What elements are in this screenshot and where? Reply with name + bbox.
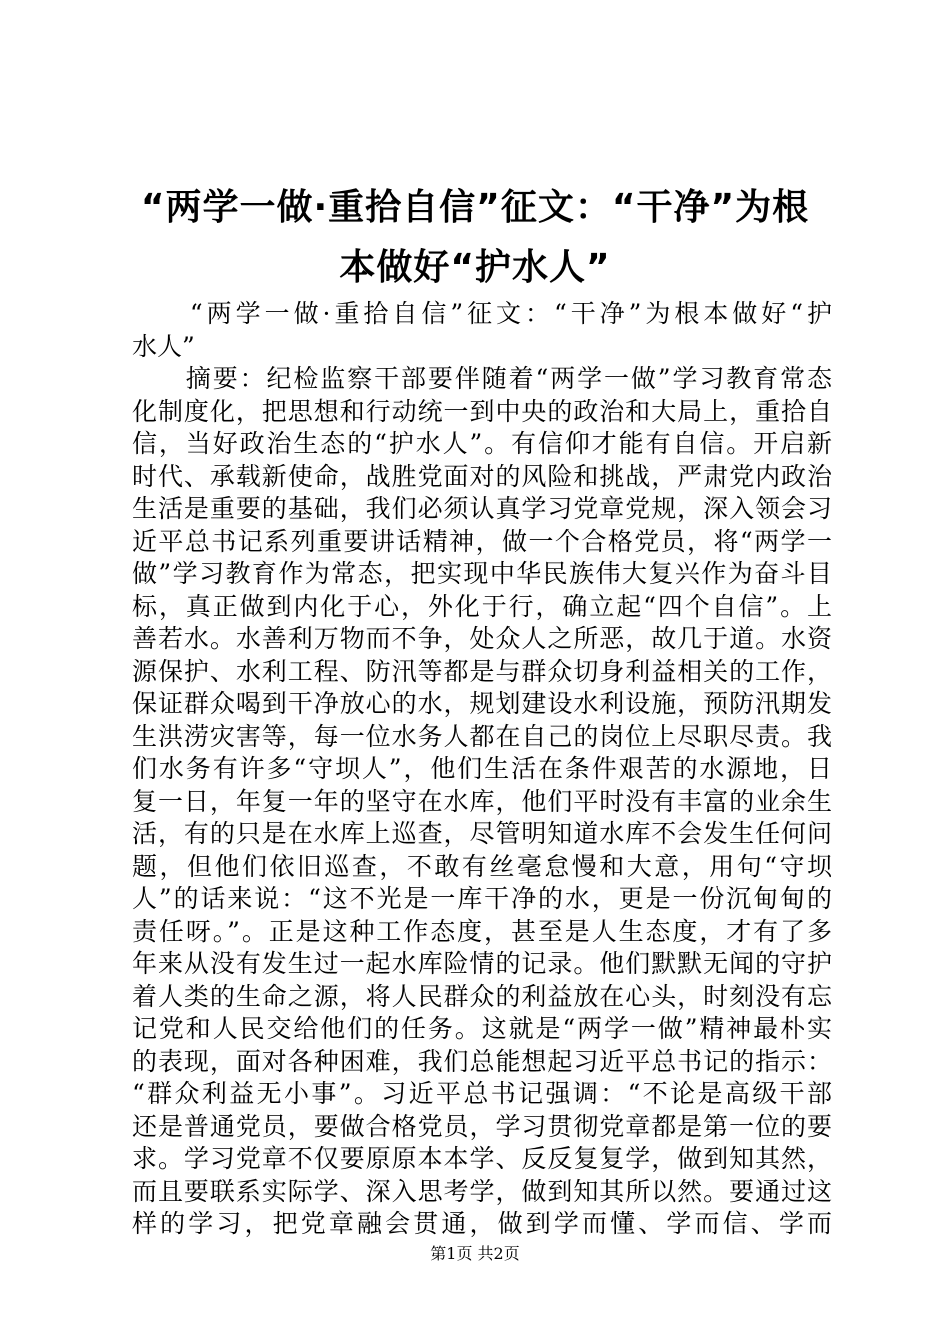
body-line: 标，真正做到内化于心，外化于行，确立起“四个自信”。上: [132, 591, 832, 621]
body-line: 时代、承载新使命，战胜党面对的风险和挑战，严肃党内政治: [132, 461, 832, 491]
body-line: 做”学习教育作为常态，把实现中华民族伟大复兴作为奋斗目: [132, 559, 832, 588]
document-title: [120, 178, 830, 298]
body-line: 着人类的生命之源，将人民群众的利益放在心头，时刻没有忘: [132, 981, 832, 1011]
body-line: 记党和人民交给他们的任务。这就是“两学一做”精神最朴实: [132, 1014, 832, 1043]
body-line: 年来从没有发生过一起水库险情的记录。他们默默无闻的守护: [132, 949, 832, 978]
body-line: 水人”: [132, 331, 195, 361]
body-line: 的表现，面对各种困难，我们总能想起习近平总书记的指示：: [132, 1046, 832, 1076]
body-line: “两学一做·重拾自信”征文：“干净”为根本做好“护: [132, 299, 832, 328]
body-line: 善若水。水善利万物而不争，处众人之所恶，故几于道。水资: [132, 624, 832, 653]
body-line: 求。学习党章不仅要原原本本学、反反复复学，做到知其然，: [132, 1144, 832, 1173]
body-line: 样的学习，把党章融会贯通，做到学而懂、学而信、学而: [132, 1209, 832, 1238]
body-line: 们水务有许多“守坝人”，他们生活在条件艰苦的水源地，日: [132, 754, 832, 783]
body-line: 信，当好政治生态的“护水人”。有信仰才能有自信。开启新: [132, 429, 832, 458]
body-line: 而且要联系实际学、深入思考学，做到知其所以然。要通过这: [132, 1176, 832, 1206]
document-body: [132, 298, 832, 1241]
body-line: 摘要：纪检监察干部要伴随着“两学一做”学习教育常态: [132, 364, 832, 393]
body-line: 责任呀。”。正是这种工作态度，甚至是人生态度，才有了多: [132, 916, 832, 946]
title-line-1: “两学一做·重拾自信”征文：“干净”为根: [140, 187, 810, 228]
body-line: 题，但他们依旧巡查，不敢有丝毫怠慢和大意，用句“守坝: [132, 851, 832, 881]
body-line: 生活是重要的基础，我们必须认真学习党章党规，深入领会习: [132, 494, 832, 523]
body-line: “群众利益无小事”。习近平总书记强调：“不论是高级干部: [132, 1079, 832, 1108]
body-line: 保证群众喝到干净放心的水，规划建设水利设施，预防汛期发: [132, 689, 832, 718]
body-line: 活，有的只是在水库上巡查，尽管明知道水库不会发生任何问: [132, 819, 832, 848]
title-line-2: 本做好“护水人”: [339, 247, 611, 288]
body-line: 人”的话来说：“这不光是一库干净的水，更是一份沉甸甸的: [132, 884, 832, 913]
page-number-footer: 第1页 共2页: [430, 1244, 520, 1263]
body-line: 化制度化，把思想和行动统一到中央的政治和大局上，重拾自: [132, 396, 832, 426]
body-line: 复一日，年复一年的坚守在水库，他们平时没有丰富的业余生: [132, 786, 832, 816]
body-line: 生洪涝灾害等，每一位水务人都在自己的岗位上尽职尽责。我: [132, 721, 832, 751]
body-line: 源保护、水利工程、防汛等都是与群众切身利益相关的工作，: [132, 656, 832, 686]
body-line: 还是普通党员，要做合格党员，学习贯彻党章都是第一位的要: [132, 1111, 832, 1141]
body-line: 近平总书记系列重要讲话精神，做一个合格党员，将“两学一: [132, 526, 832, 556]
